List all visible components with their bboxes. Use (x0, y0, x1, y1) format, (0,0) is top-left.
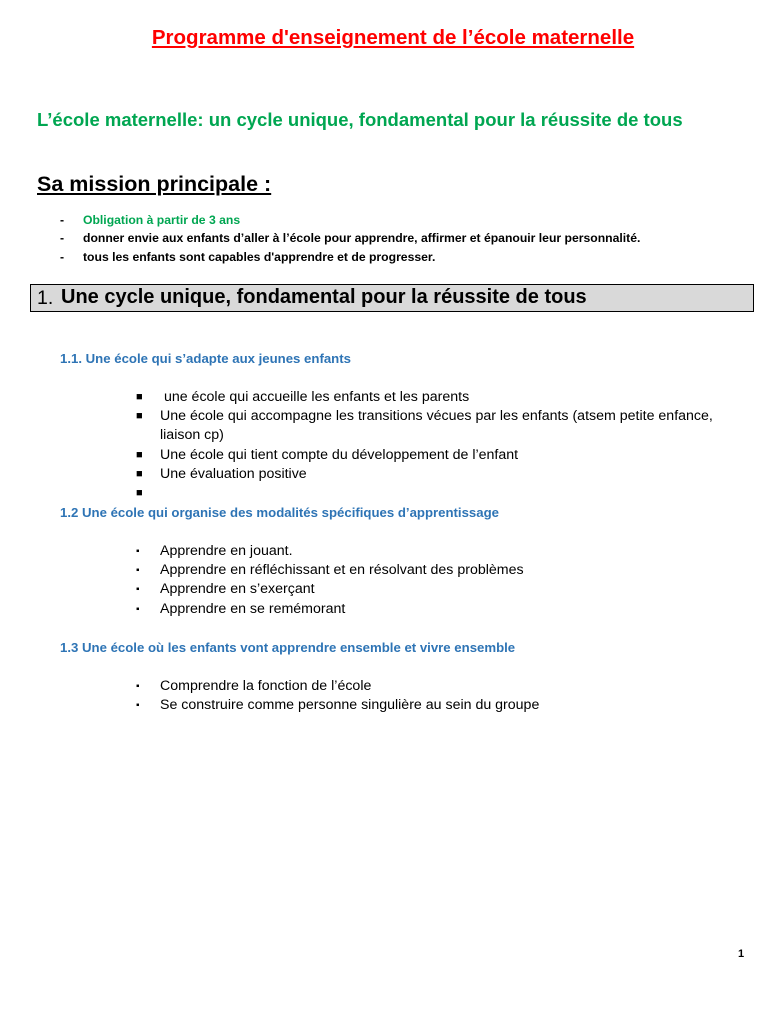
list-item (136, 580, 736, 599)
small-square-bullet-icon: ▪ (136, 681, 140, 692)
list-item-text: Se construire comme personne singulière au sein du groupe (160, 697, 540, 714)
subsection-heading: 1.2 Une école qui organise des modalités spécifiques d’apprentissage (60, 505, 499, 520)
dash-bullet: - (60, 213, 65, 227)
small-square-bullet-icon: ▪ (136, 700, 140, 712)
list-item-text: Une école qui accompagne les transitions vécues par les enfants (atsem petite enfance, liaison cp) (160, 408, 713, 444)
list-item (136, 696, 736, 715)
mission-heading: Sa mission principale : (37, 172, 272, 196)
mission-item (60, 211, 760, 229)
square-bullet-icon: ■ (136, 487, 143, 500)
subsection-list (136, 542, 736, 619)
mission-item-text: donner envie aux enfants d’aller à l’école pour apprendre, affirmer et épanouir leur personnalité. (83, 231, 641, 246)
list-item-text: Apprendre en se remémorant (160, 600, 346, 617)
mission-item-text: Obligation à partir de 3 ans (83, 213, 241, 227)
list-item-text: Comprendre la fonction de l’école (160, 678, 372, 694)
small-square-bullet-icon: ▪ (136, 603, 140, 615)
list-item-text: Apprendre en s’exerçant (160, 581, 315, 598)
section-number: 1. (37, 287, 54, 309)
list-item (136, 388, 736, 407)
section-heading-box (30, 284, 754, 312)
mission-item (60, 248, 760, 266)
document-title: Programme d'enseignement de l’école maternelle (151, 26, 635, 49)
square-bullet-icon: ■ (136, 448, 143, 461)
list-item-text: une école qui accueille les enfants et les parents (160, 389, 470, 405)
small-square-bullet-icon: ▪ (136, 565, 140, 577)
subsection-list (136, 677, 736, 715)
dash-bullet: - (60, 231, 65, 246)
subsection-list (136, 388, 736, 500)
dash-bullet: - (60, 249, 65, 264)
section-title: Une cycle unique, fondamental pour la réussite de tous (61, 286, 587, 308)
page-number: 1 (738, 948, 745, 960)
square-bullet-icon: ■ (136, 410, 143, 423)
list-item (136, 561, 736, 580)
small-square-bullet-icon: ▪ (136, 546, 140, 557)
square-bullet-icon: ■ (136, 467, 143, 480)
square-bullet-icon: ■ (136, 391, 143, 403)
list-item-text: Apprendre en réfléchissant et en résolvant des problèmes (160, 562, 524, 579)
list-item (136, 600, 736, 619)
mission-item-text: tous les enfants sont capables d'apprendre et de progresser. (83, 249, 436, 264)
list-item (136, 407, 736, 445)
list-item (136, 446, 736, 465)
list-item-text: Une école qui tient compte du développement de l’enfant (160, 446, 519, 463)
list-item (136, 465, 736, 484)
list-item (136, 542, 736, 561)
mission-list (60, 211, 760, 266)
document-subtitle: L’école maternelle: un cycle unique, fondamental pour la réussite de tous (37, 109, 683, 130)
subsection-heading: 1.1. Une école qui s’adapte aux jeunes enfants (60, 351, 351, 366)
list-item-text: Une évaluation positive (160, 465, 307, 482)
list-item-text: Apprendre en jouant. (160, 543, 293, 559)
mission-item (60, 229, 760, 247)
subsection-heading: 1.3 Une école où les enfants vont apprendre ensemble et vivre ensemble (60, 640, 516, 655)
small-square-bullet-icon: ▪ (136, 584, 140, 596)
list-item (136, 677, 736, 696)
